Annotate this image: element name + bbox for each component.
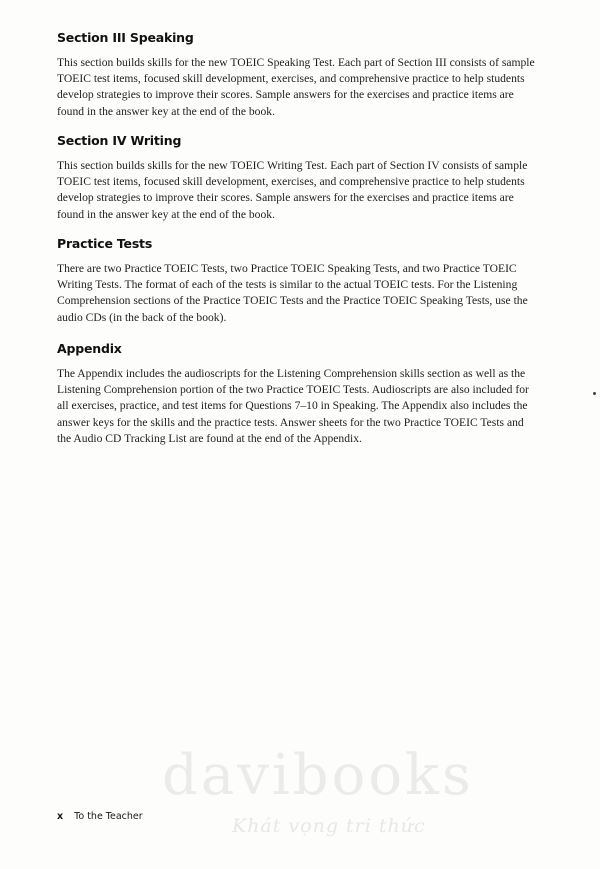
section-body: There are two Practice TOEIC Tests, two Practice TOEIC Speaking Tests, and two Practice TOEIC Writing Tests. The format of each of the tests is similar to the actual TOEIC tests. For the Listening Comprehension sections of the Practice TOEIC Tests and the Practice TOEIC Speaking Tests, use the audio CDs (in the back of the book). xyxy=(57,262,528,324)
watermark-logo: davibooks xyxy=(162,743,474,808)
page-number: x xyxy=(57,811,64,822)
section-heading: Section III Speaking xyxy=(57,30,194,45)
scan-speck xyxy=(593,392,596,395)
section-speaking xyxy=(57,30,535,120)
section-heading: Appendix xyxy=(57,341,122,356)
section-body: This section builds skills for the new TOEIC Speaking Test. Each part of Section III consists of sample TOEIC test items, focused skill development, exercises, and comprehensive practice to help students develop strategies to improve their scores. Sample answers for the exercises and practice items are found in the answer key at the end of the book. xyxy=(57,56,535,118)
section-heading: Practice Tests xyxy=(57,236,153,251)
page-footer xyxy=(57,811,143,822)
footer-label: To the Teacher xyxy=(74,811,143,822)
section-writing xyxy=(57,133,535,223)
section-heading: Section IV Writing xyxy=(57,133,182,148)
section-body: This section builds skills for the new TOEIC Writing Test. Each part of Section IV consists of sample TOEIC test items, focused skill development, exercises, and comprehensive practice to help students develop strategies to improve their scores. Sample answers for the exercises and practice items are found in the answer key at the end of the book. xyxy=(57,159,528,221)
section-body: The Appendix includes the audioscripts for the Listening Comprehension skills section as well as the Listening Comprehension portion of the two Practice TOEIC Tests. Audioscripts are also included for all exercises, practice, and test items for Questions 7–10 in Speaking. The Appendix also includes the answer keys for the skills and the practice tests. Answer sheets for the two Practice TOEIC Tests and the Audio CD Tracking List are found at the end of the Appendix. xyxy=(57,367,529,445)
section-appendix xyxy=(57,341,535,447)
watermark-tagline: Khát vọng tri thức xyxy=(232,815,426,837)
section-practice-tests xyxy=(57,236,535,326)
